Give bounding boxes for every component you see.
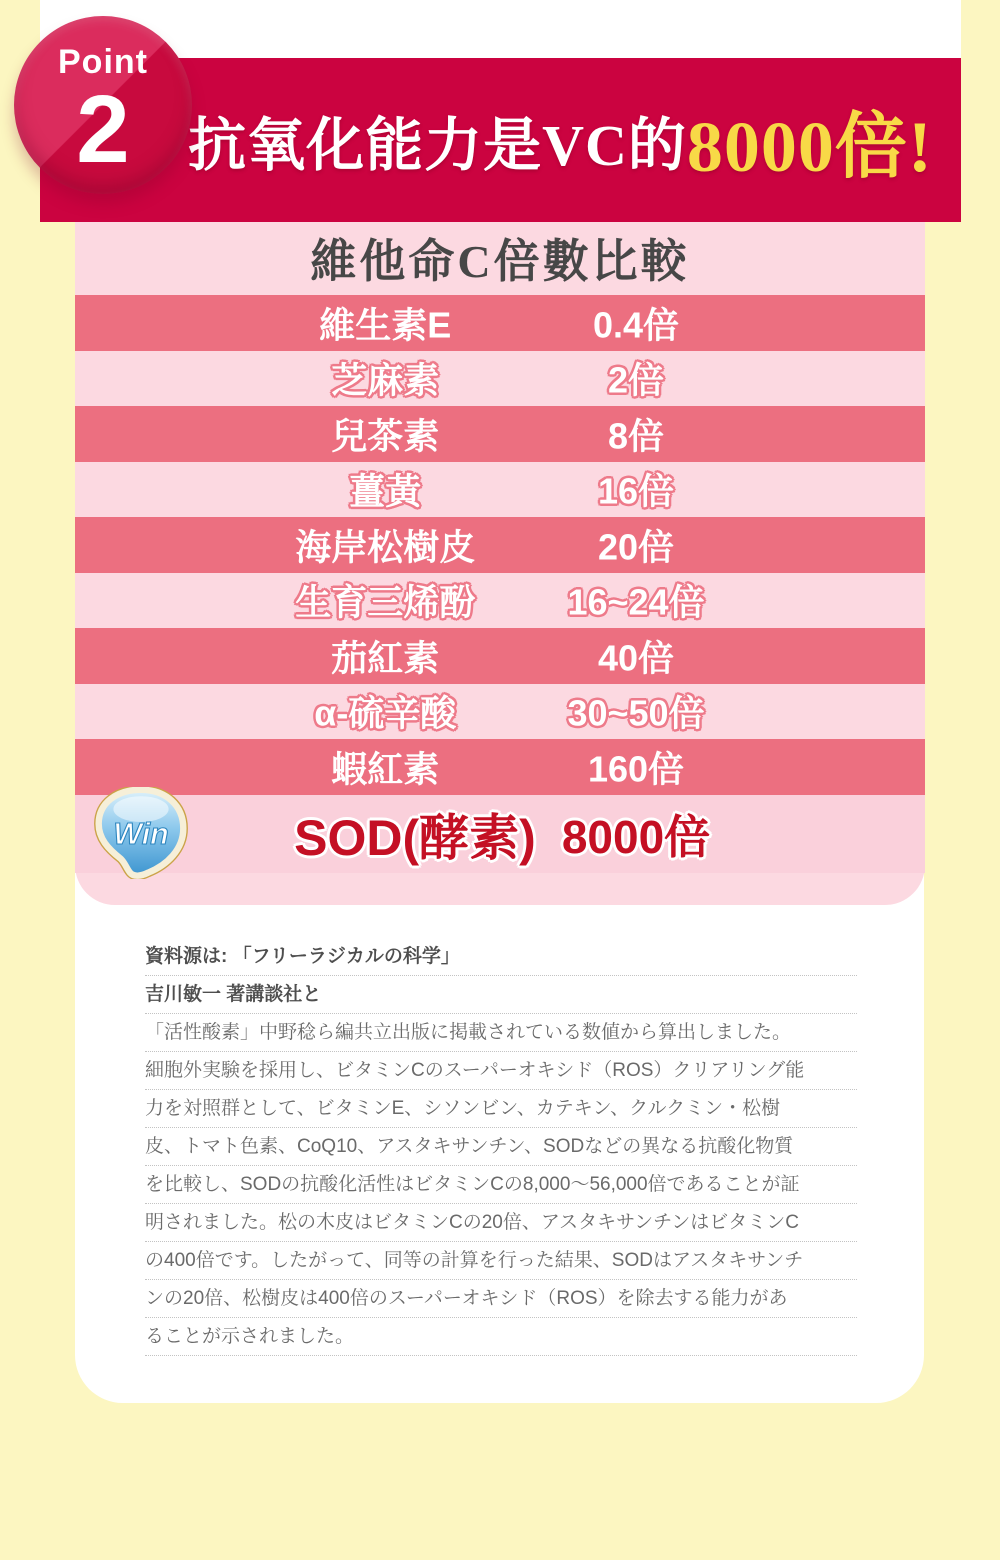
source-line: の400倍です。したがって、同等の計算を行った結果、SODはアスタキサンチ	[145, 1242, 857, 1280]
table-row	[75, 517, 925, 573]
comparison-table	[75, 222, 925, 905]
row-label: 生育三烯酚	[295, 581, 476, 623]
win-badge-text: Win	[113, 817, 169, 851]
winner-row	[75, 795, 925, 873]
source-line: 細胞外実験を採用し、ビタミンCのスーパーオキシド（ROS）クリアリング能	[145, 1052, 857, 1090]
table-title: 維他命C倍數比較	[310, 236, 690, 287]
row-value: 20倍	[597, 526, 675, 568]
row-label: 兒茶素	[331, 415, 440, 457]
source-line: 力を対照群として、ビタミンE、シソンビン、カテキン、クルクミン・松樹	[145, 1090, 857, 1128]
source-line: 皮、トマト色素、CoQ10、アスタキサンチン、SODなどの異なる抗酸化物質	[145, 1128, 857, 1166]
table-row	[75, 628, 925, 684]
table-row	[75, 573, 925, 629]
table-row	[75, 462, 925, 518]
row-value: 16~24倍	[567, 581, 705, 623]
point-badge-label: Point	[58, 43, 148, 81]
winner-label: SOD(酵素)	[294, 809, 536, 866]
win-badge-icon	[93, 787, 189, 879]
row-label: 芝麻素	[331, 359, 440, 401]
banner-title: 抗氧化能力是VC的	[188, 113, 687, 178]
table-row	[75, 406, 925, 462]
row-label: α-硫辛酸	[314, 692, 457, 734]
row-label: 海岸松樹皮	[295, 526, 476, 568]
table-row	[75, 295, 925, 351]
banner-title-highlight: 8000倍!	[686, 107, 933, 187]
row-value: 8倍	[607, 415, 665, 457]
source-line: 明されました。松の木皮はビタミンCの20倍、アスタキサンチンはビタミンC	[145, 1204, 857, 1242]
source-line: 資料源は: 「フリーラジカルの科学」	[145, 938, 857, 976]
source-line: 「活性酸素」中野稔ら編共立出版に掲載されている数値から算出しました。	[145, 1014, 857, 1052]
table-row	[75, 684, 925, 740]
winner-value: 8000倍	[561, 810, 711, 863]
comparison-rows	[75, 295, 925, 795]
row-value: 30~50倍	[567, 692, 705, 734]
table-row	[75, 739, 925, 795]
row-value: 0.4倍	[592, 304, 680, 346]
row-label: 薑黃	[349, 470, 422, 512]
row-label: 茄紅素	[331, 637, 440, 679]
table-row	[75, 351, 925, 407]
point-badge	[14, 16, 192, 194]
source-line: ンの20倍、松樹皮は400倍のスーパーオキシド（ROS）を除去する能力があ	[145, 1280, 857, 1318]
row-value: 160倍	[587, 748, 685, 790]
row-value: 2倍	[607, 359, 665, 401]
point-badge-number: 2	[76, 76, 130, 183]
source-line: ることが示されました。	[145, 1318, 857, 1356]
row-label: 維生素E	[319, 304, 452, 346]
row-value: 16倍	[597, 470, 675, 512]
source-note	[145, 938, 857, 1356]
source-line: を比較し、SODの抗酸化活性はビタミンCの8,000〜56,000倍であることが証	[145, 1166, 857, 1204]
row-label: 蝦紅素	[331, 748, 440, 790]
source-line: 吉川敏一 著講談社と	[145, 976, 857, 1014]
row-value: 40倍	[597, 637, 675, 679]
